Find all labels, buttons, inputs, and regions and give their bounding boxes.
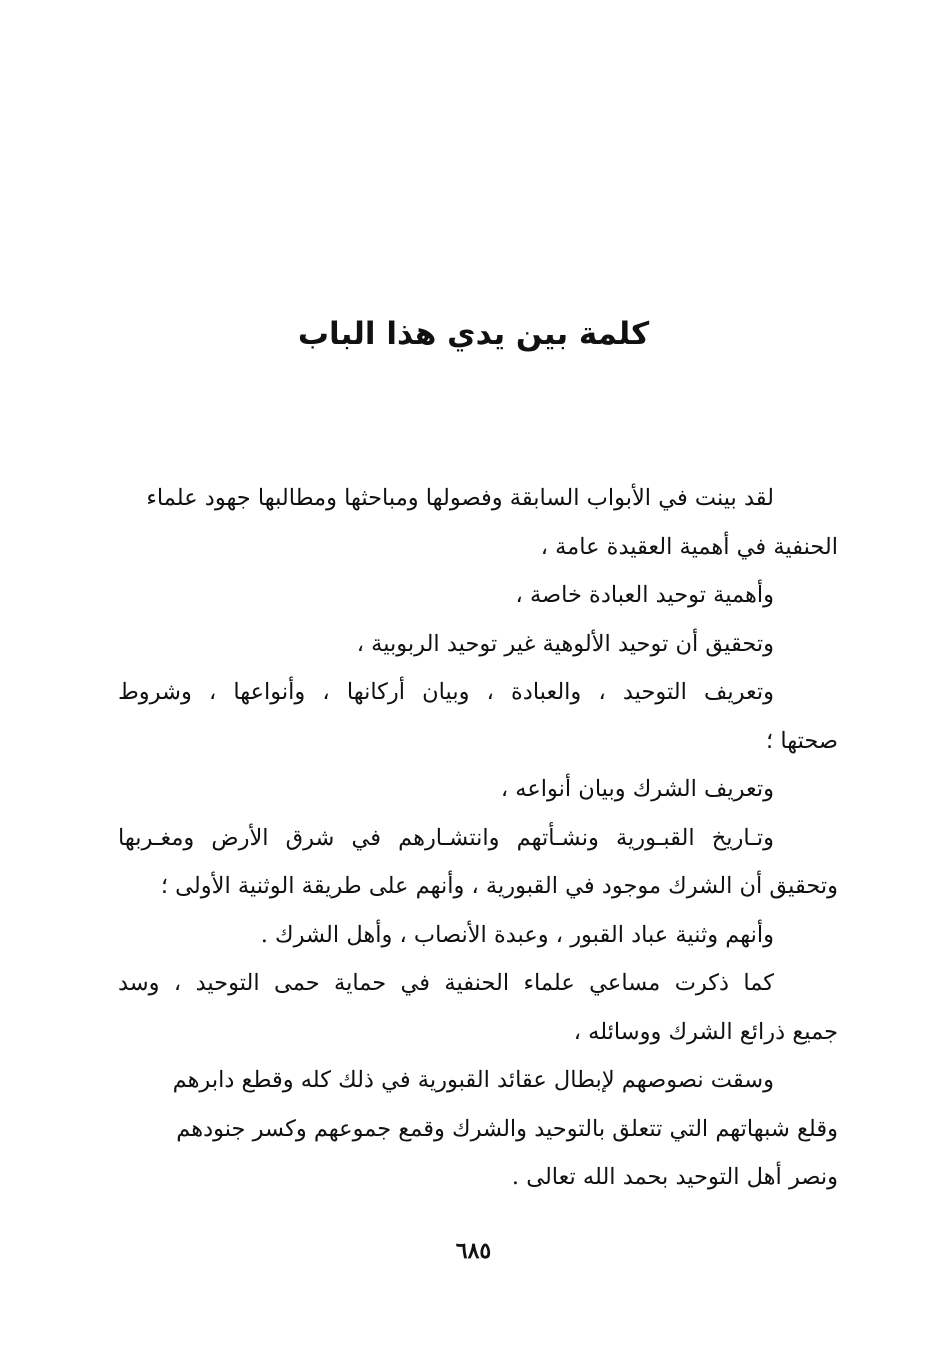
text-line: ونصر أهل التوحيد بحمد الله تعالى . (511, 1164, 838, 1190)
text-line: وسقت نصوصهم لإبطال عقائد القبورية في ذلك كله وقطع دابرهم (172, 1067, 774, 1093)
page-title: كلمة بين يدي هذا الباب (297, 316, 650, 352)
body-text (118, 474, 838, 1202)
text-line: وتـاريخ القبـورية ونشـأتهم وانتشـارهم في شرق الأرض ومغـربها (118, 824, 774, 851)
text-line: وتعريف التوحيد ، والعبادة ، وبيان أركانها ، وأنواعها ، وشروط (118, 679, 774, 705)
text-line: الحنفية في أهمية العقيدة عامة ، (540, 533, 838, 560)
text-line: وتعريف الشرك وبيان أنواعه ، (500, 776, 774, 802)
text-line: صحتها ؛ (766, 727, 838, 754)
text-line: وقلع شبهاتهم التي تتعلق بالتوحيد والشرك وقمع جموعهم وكسر جنودهم (176, 1115, 838, 1142)
page-number: ٦٨٥ (455, 1238, 492, 1264)
text-line: وتحقيق أن توحيد الألوهية غير توحيد الربوبية ، (356, 630, 774, 657)
text-line: وأهمية توحيد العبادة خاصة ، (515, 582, 774, 608)
text-line: جميع ذرائع الشرك ووسائله ، (573, 1018, 838, 1045)
text-line: وتحقيق أن الشرك موجود في القبورية ، وأنهم على طريقة الوثنية الأولى ؛ (160, 873, 838, 899)
text-line: كما ذكرت مساعي علماء الحنفية في حماية حمى التوحيد ، وسد (118, 970, 774, 996)
text-line: وأنهم وثنية عباد القبور ، وعبدة الأنصاب ، وأهل الشرك . (260, 921, 774, 948)
text-line: لقد بينت في الأبواب السابقة وفصولها ومباحثها ومطالبها جهود علماء (146, 485, 774, 511)
